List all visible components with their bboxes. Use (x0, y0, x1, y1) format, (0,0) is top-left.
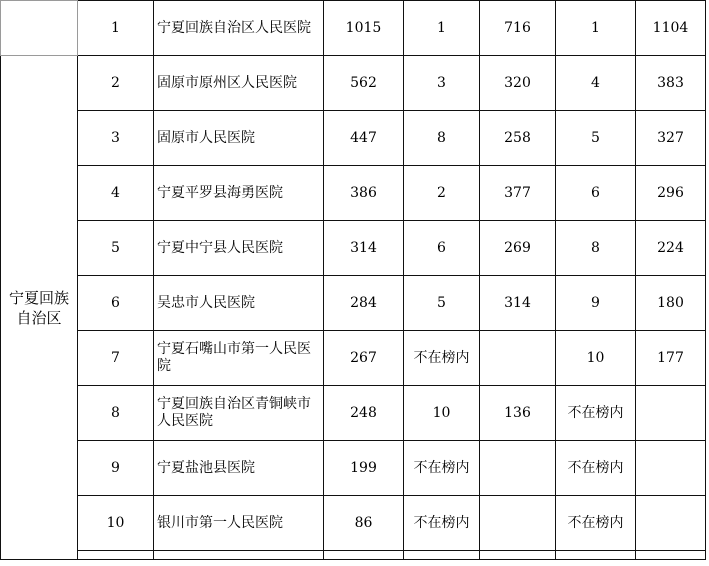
value-cell-2[interactable]: 不在榜内 (404, 496, 480, 551)
rank-cell[interactable]: 8 (78, 386, 154, 441)
value-cell-3[interactable]: 136 (480, 386, 556, 441)
value-cell-2[interactable]: 2 (404, 166, 480, 221)
value-cell-2[interactable]: 10 (404, 386, 480, 441)
region-cell[interactable]: 宁夏回族自治区 (1, 56, 78, 560)
value-cell-3[interactable]: 320 (480, 56, 556, 111)
value-cell-1[interactable]: 284 (324, 276, 404, 331)
value-cell-1[interactable]: 447 (324, 111, 404, 166)
empty-cell[interactable] (324, 551, 404, 560)
rank-cell[interactable]: 7 (78, 331, 154, 386)
empty-cell[interactable] (154, 551, 324, 560)
value-cell-3[interactable]: 377 (480, 166, 556, 221)
value-cell-4[interactable]: 1 (556, 1, 636, 56)
value-cell-3[interactable] (480, 331, 556, 386)
hospital-name-cell[interactable]: 宁夏回族自治区青铜峡市人民医院 (154, 386, 324, 441)
value-cell-4[interactable]: 不在榜内 (556, 386, 636, 441)
value-cell-2[interactable]: 6 (404, 221, 480, 276)
value-cell-1[interactable]: 248 (324, 386, 404, 441)
empty-cell[interactable] (78, 551, 154, 560)
hospital-name-cell[interactable]: 吴忠市人民医院 (154, 276, 324, 331)
value-cell-1[interactable]: 86 (324, 496, 404, 551)
value-cell-3[interactable] (480, 441, 556, 496)
hospital-name-cell[interactable]: 固原市人民医院 (154, 111, 324, 166)
value-cell-5[interactable] (636, 441, 706, 496)
rank-cell[interactable]: 1 (78, 1, 154, 56)
value-cell-5[interactable]: 177 (636, 331, 706, 386)
value-cell-5[interactable]: 180 (636, 276, 706, 331)
hospital-name-cell[interactable]: 银川市第一人民医院 (154, 496, 324, 551)
table-row (1, 386, 706, 441)
value-cell-4[interactable]: 8 (556, 221, 636, 276)
hospital-name-cell[interactable]: 宁夏中宁县人民医院 (154, 221, 324, 276)
value-cell-1[interactable]: 199 (324, 441, 404, 496)
hospital-name-cell[interactable]: 固原市原州区人民医院 (154, 56, 324, 111)
value-cell-5[interactable]: 1104 (636, 1, 706, 56)
hospital-name-cell[interactable]: 宁夏回族自治区人民医院 (154, 1, 324, 56)
table-body (1, 1, 706, 560)
table-row (1, 56, 706, 111)
hospital-name-cell[interactable]: 宁夏石嘴山市第一人民医院 (154, 331, 324, 386)
empty-cell[interactable] (404, 551, 480, 560)
value-cell-4[interactable]: 不在榜内 (556, 441, 636, 496)
table-row (1, 166, 706, 221)
value-cell-5[interactable] (636, 496, 706, 551)
value-cell-2[interactable]: 3 (404, 56, 480, 111)
rank-cell[interactable]: 2 (78, 56, 154, 111)
region-cell-top[interactable] (1, 1, 78, 56)
rank-cell[interactable]: 3 (78, 111, 154, 166)
value-cell-3[interactable]: 269 (480, 221, 556, 276)
value-cell-2[interactable]: 不在榜内 (404, 331, 480, 386)
value-cell-2[interactable]: 1 (404, 1, 480, 56)
value-cell-5[interactable]: 383 (636, 56, 706, 111)
value-cell-4[interactable]: 10 (556, 331, 636, 386)
table-row (1, 111, 706, 166)
table-row (1, 496, 706, 551)
rank-cell[interactable]: 9 (78, 441, 154, 496)
value-cell-4[interactable]: 4 (556, 56, 636, 111)
table-row-partial (1, 551, 706, 560)
table-row (1, 221, 706, 276)
value-cell-2[interactable]: 8 (404, 111, 480, 166)
empty-cell[interactable] (480, 551, 556, 560)
value-cell-1[interactable]: 267 (324, 331, 404, 386)
table-row (1, 1, 706, 56)
value-cell-5[interactable]: 296 (636, 166, 706, 221)
rank-cell[interactable]: 4 (78, 166, 154, 221)
value-cell-3[interactable]: 314 (480, 276, 556, 331)
value-cell-4[interactable]: 6 (556, 166, 636, 221)
table-row (1, 441, 706, 496)
value-cell-2[interactable]: 5 (404, 276, 480, 331)
rank-cell[interactable]: 10 (78, 496, 154, 551)
value-cell-5[interactable]: 224 (636, 221, 706, 276)
value-cell-5[interactable]: 327 (636, 111, 706, 166)
value-cell-4[interactable]: 9 (556, 276, 636, 331)
value-cell-1[interactable]: 386 (324, 166, 404, 221)
empty-cell[interactable] (556, 551, 636, 560)
rank-cell[interactable]: 5 (78, 221, 154, 276)
empty-cell[interactable] (636, 551, 706, 560)
value-cell-3[interactable]: 258 (480, 111, 556, 166)
hospital-name-cell[interactable]: 宁夏平罗县海勇医院 (154, 166, 324, 221)
value-cell-2[interactable]: 不在榜内 (404, 441, 480, 496)
table-row (1, 276, 706, 331)
value-cell-3[interactable] (480, 496, 556, 551)
value-cell-5[interactable] (636, 386, 706, 441)
rank-cell[interactable]: 6 (78, 276, 154, 331)
value-cell-1[interactable]: 1015 (324, 1, 404, 56)
value-cell-1[interactable]: 562 (324, 56, 404, 111)
value-cell-4[interactable]: 5 (556, 111, 636, 166)
hospital-name-cell[interactable]: 宁夏盐池县医院 (154, 441, 324, 496)
value-cell-1[interactable]: 314 (324, 221, 404, 276)
value-cell-3[interactable]: 716 (480, 1, 556, 56)
table-row (1, 331, 706, 386)
value-cell-4[interactable]: 不在榜内 (556, 496, 636, 551)
